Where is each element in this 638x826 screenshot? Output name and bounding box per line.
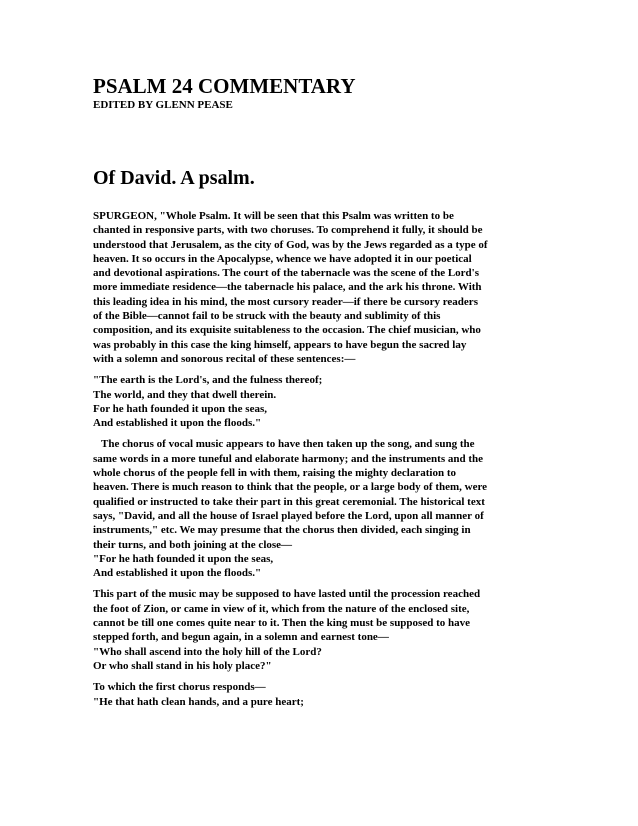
text-line: same words in a more tuneful and elaborate harmony; and the instruments and the xyxy=(93,452,484,465)
text-line: cannot be till one comes quite near to it. Then the king must be supposed to have xyxy=(93,617,470,630)
text-line: "He that hath clean hands, and a pure heart; xyxy=(93,695,304,708)
document-subtitle: EDITED BY GLENN PEASE xyxy=(93,99,233,111)
document-title: PSALM 24 COMMENTARY xyxy=(93,74,356,98)
text-line: The world, and they that dwell therein. xyxy=(93,388,277,401)
text-line: Or who shall stand in his holy place?" xyxy=(93,659,272,672)
text-line: SPURGEON, "Whole Psalm. It will be seen that this Psalm was written to be xyxy=(93,210,454,222)
paragraph-gap xyxy=(93,673,553,680)
paragraph xyxy=(93,437,553,580)
text-line: says, "David, and all the house of Israel played before the Lord, upon all manner of xyxy=(93,509,484,522)
text-line: composition, and its exquisite suitableness to the occasion. The chief musician, who xyxy=(93,324,481,337)
text-line: whole chorus of the people fell in with them, raising the mighty declaration to xyxy=(93,467,456,480)
text-line: qualified or instructed to take their part in this great ceremonial. The historical text xyxy=(93,495,485,508)
text-line: of the Bible—cannot fail to be struck with the beauty and sublimity of this xyxy=(93,310,441,323)
paragraph xyxy=(93,587,553,673)
text-line: and devotional aspirations. The court of the tabernacle was the scene of the Lord's xyxy=(93,267,480,280)
text-line: "Who shall ascend into the holy hill of the Lord? xyxy=(93,645,322,658)
text-line: understood that Jerusalem, as the city of God, was by the Jews regarded as a type of xyxy=(93,238,488,251)
text-line: more immediate residence—the tabernacle his palace, and the ark his throne. With xyxy=(93,281,482,294)
paragraph-gap xyxy=(93,580,553,587)
text-line: The chorus of vocal music appears to have then taken up the song, and sung the xyxy=(93,438,475,451)
text-line: instruments," etc. We may presume that the chorus then divided, each singing in xyxy=(93,524,471,537)
text-line: This part of the music may be supposed to have lasted until the procession reached xyxy=(93,588,481,601)
commentary-body xyxy=(93,209,553,709)
text-line: "For he hath founded it upon the seas, xyxy=(93,552,274,565)
paragraph xyxy=(93,680,553,709)
text-line: the foot of Zion, or came in view of it, which from the nature of the enclosed site, xyxy=(93,602,470,615)
text-line: To which the first chorus responds— xyxy=(93,681,266,694)
paragraph-gap xyxy=(93,430,553,437)
text-line: And established it upon the floods." xyxy=(93,567,262,580)
text-line: For he hath founded it upon the seas, xyxy=(93,402,267,415)
text-line: "The earth is the Lord's, and the fulness thereof; xyxy=(93,374,323,387)
text-line: And established it upon the floods." xyxy=(93,417,262,430)
text-line: heaven. There is much reason to think that the people, or a large body of them, were xyxy=(93,481,488,494)
text-line: was probably in this case the king himself, appears to have begun the sacred lay xyxy=(93,338,467,351)
text-line: stepped forth, and begun again, in a solemn and earnest tone— xyxy=(93,631,389,644)
text-line: heaven. It so occurs in the Apocalypse, whence we have adopted it in our poetical xyxy=(93,252,472,265)
paragraph xyxy=(93,373,553,430)
text-line: their turns, and both joining at the close— xyxy=(93,538,293,551)
text-line: with a solemn and sonorous recital of these sentences:— xyxy=(93,352,356,365)
paragraph-gap xyxy=(93,366,553,373)
paragraph xyxy=(93,209,553,366)
section-heading: Of David. A psalm. xyxy=(93,167,255,189)
text-line: chanted in responsive parts, with two choruses. To comprehend it fully, it should be xyxy=(93,224,483,237)
text-line: this leading idea in his mind, the most cursory reader—if there be cursory readers xyxy=(93,295,478,308)
